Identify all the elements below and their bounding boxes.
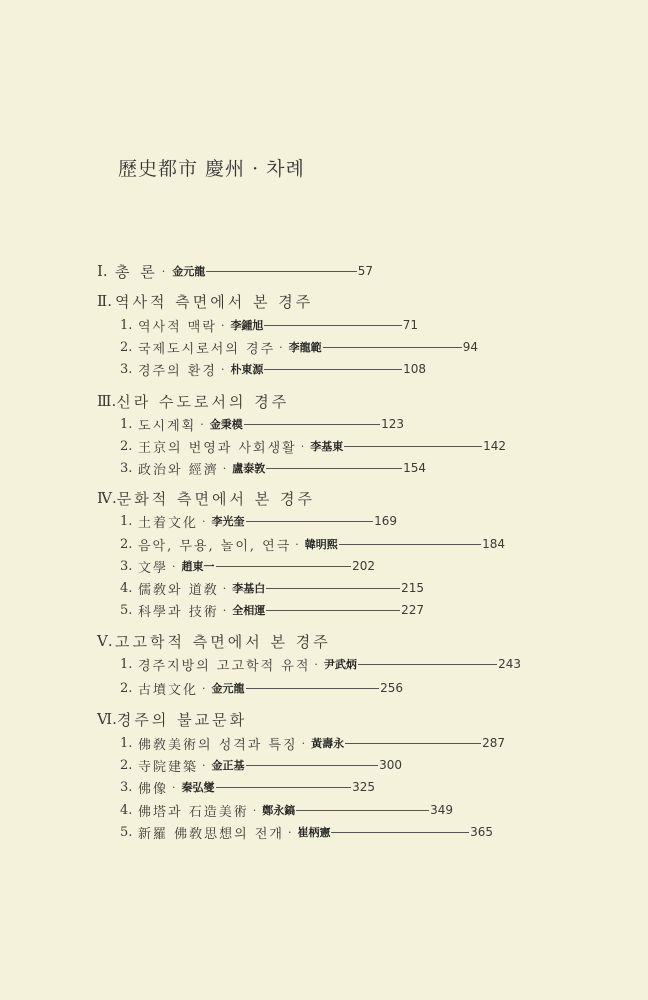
toc-item[interactable] bbox=[120, 801, 453, 819]
toc-item[interactable] bbox=[120, 512, 397, 530]
entry-number: Ⅵ. bbox=[97, 710, 117, 728]
entry-number: Ⅳ. bbox=[97, 489, 117, 507]
entry-author: 秦弘燮 bbox=[181, 781, 215, 794]
entry-title: 역사적 측면에서 본 경주 bbox=[115, 292, 314, 311]
toc-item[interactable] bbox=[120, 679, 403, 697]
leader-line bbox=[266, 588, 400, 589]
separator-dot: · bbox=[202, 514, 208, 528]
page-number: 243 bbox=[498, 657, 521, 671]
leader-line bbox=[264, 325, 401, 326]
entry-number: Ⅰ. bbox=[97, 262, 108, 280]
leader-line bbox=[216, 566, 352, 567]
separator-dot: · bbox=[172, 559, 178, 573]
entry-title: 경주지방의 고고학적 유적 bbox=[138, 658, 311, 674]
entry-number: 3. bbox=[120, 779, 133, 795]
entry-number: 1. bbox=[120, 513, 133, 529]
toc-item[interactable] bbox=[120, 338, 478, 356]
entry-author: 朴東源 bbox=[230, 363, 264, 376]
separator-dot: · bbox=[279, 340, 285, 354]
entry-title: 신라 수도로서의 경주 bbox=[116, 392, 290, 411]
leader-line bbox=[246, 688, 380, 689]
leader-line bbox=[266, 468, 402, 469]
entry-author: 金秉模 bbox=[209, 418, 243, 431]
leader-line bbox=[339, 544, 481, 545]
entry-title: 총 론 bbox=[115, 262, 158, 281]
leader-line bbox=[244, 424, 380, 425]
page-number: 57 bbox=[357, 264, 373, 278]
page-title: 歷史都市 慶州 · 차례 bbox=[118, 158, 305, 180]
toc-item[interactable] bbox=[120, 316, 418, 334]
leader-line bbox=[246, 521, 374, 522]
entry-number: 3. bbox=[120, 361, 133, 377]
toc-item[interactable] bbox=[120, 734, 505, 752]
leader-line bbox=[264, 369, 402, 370]
page-number: 215 bbox=[401, 581, 424, 595]
leader-line bbox=[216, 787, 352, 788]
toc-item[interactable] bbox=[120, 415, 404, 433]
entry-author: 崔柄憲 bbox=[297, 826, 331, 839]
separator-dot: · bbox=[202, 758, 208, 772]
entry-number: 2. bbox=[120, 536, 133, 552]
toc-item[interactable] bbox=[120, 756, 402, 774]
section-heading[interactable] bbox=[97, 631, 331, 651]
entry-author: 盧泰敦 bbox=[232, 462, 266, 475]
entry-number: Ⅱ. bbox=[97, 292, 112, 310]
toc-item[interactable] bbox=[120, 557, 375, 575]
separator-dot: · bbox=[300, 439, 307, 453]
section-heading[interactable] bbox=[97, 291, 313, 311]
entry-author: 趙東一 bbox=[181, 560, 215, 573]
entry-number: 1. bbox=[120, 317, 133, 333]
entry-author: 李龍範 bbox=[288, 341, 322, 354]
separator-dot: · bbox=[222, 603, 229, 617]
entry-title: 음악, 무용, 놀이, 연극 bbox=[138, 538, 292, 554]
entry-author: 李基東 bbox=[310, 440, 344, 453]
page-number: 325 bbox=[352, 780, 375, 794]
page-number: 227 bbox=[401, 603, 424, 617]
entry-number: 2. bbox=[120, 339, 133, 355]
leader-line bbox=[206, 271, 356, 272]
entry-number: 4. bbox=[120, 802, 133, 818]
toc-item[interactable] bbox=[120, 655, 521, 673]
separator-dot: · bbox=[287, 825, 294, 839]
separator-dot: · bbox=[314, 657, 320, 671]
page-number: 287 bbox=[482, 736, 505, 750]
page-number: 300 bbox=[379, 758, 402, 772]
entry-title: 佛敎美術의 성격과 특징 bbox=[138, 737, 298, 753]
entry-author: 金元龍 bbox=[172, 265, 206, 278]
entry-title: 佛像 bbox=[138, 781, 169, 797]
entry-title: 문화적 측면에서 본 경주 bbox=[116, 489, 315, 508]
entry-author: 李光奎 bbox=[211, 515, 245, 528]
entry-title: 王京의 번영과 사회생활 bbox=[138, 440, 297, 456]
entry-number: 3. bbox=[120, 460, 133, 476]
entry-number: 5. bbox=[120, 602, 133, 618]
entry-number: 2. bbox=[120, 757, 133, 773]
leader-line bbox=[358, 664, 497, 665]
entry-author: 韓明熙 bbox=[304, 538, 338, 551]
page-number: 365 bbox=[470, 825, 493, 839]
page-number: 71 bbox=[402, 318, 418, 332]
separator-dot: · bbox=[172, 780, 178, 794]
entry-author: 黃壽永 bbox=[311, 737, 345, 750]
entry-title: 경주의 불교문화 bbox=[116, 710, 248, 729]
entry-title: 국제도시로서의 경주 bbox=[138, 341, 276, 357]
entry-author: 李基白 bbox=[232, 582, 266, 595]
separator-dot: · bbox=[161, 264, 169, 278]
toc-item[interactable] bbox=[120, 459, 426, 477]
toc-item[interactable] bbox=[120, 437, 506, 455]
separator-dot: · bbox=[202, 681, 208, 695]
entry-title: 佛塔과 石造美術 bbox=[138, 804, 249, 820]
separator-dot: · bbox=[200, 417, 206, 431]
entry-title: 경주의 환경 bbox=[138, 363, 217, 379]
entry-title: 古墳文化 bbox=[138, 682, 199, 698]
entry-title: 科學과 技術 bbox=[138, 604, 219, 620]
entry-title: 土着文化 bbox=[138, 515, 199, 531]
separator-dot: · bbox=[222, 461, 229, 475]
entry-author: 全相運 bbox=[232, 604, 266, 617]
page-number: 123 bbox=[381, 417, 404, 431]
leader-line bbox=[344, 446, 482, 447]
toc-item[interactable] bbox=[120, 535, 505, 553]
leader-line bbox=[323, 347, 462, 348]
leader-line bbox=[345, 743, 481, 744]
entry-number: 3. bbox=[120, 558, 133, 574]
leader-line bbox=[246, 765, 379, 766]
page-number: 94 bbox=[462, 340, 478, 354]
entry-title: 도시계획 bbox=[138, 418, 197, 434]
toc-item[interactable] bbox=[120, 778, 375, 796]
page-number: 108 bbox=[403, 362, 426, 376]
page-number: 169 bbox=[374, 514, 397, 528]
separator-dot: · bbox=[220, 318, 227, 332]
entry-author: 鄭永鎬 bbox=[262, 804, 296, 817]
section-heading[interactable] bbox=[97, 261, 373, 281]
separator-dot: · bbox=[222, 581, 229, 595]
leader-line bbox=[266, 610, 400, 611]
page-number: 184 bbox=[482, 537, 505, 551]
entry-author: 尹武炳 bbox=[323, 658, 357, 671]
entry-number: 1. bbox=[120, 656, 133, 672]
entry-number: 2. bbox=[120, 438, 133, 454]
entry-title: 文學 bbox=[138, 560, 169, 576]
section-heading[interactable] bbox=[97, 488, 315, 508]
entry-number: Ⅲ. bbox=[97, 392, 117, 410]
entry-author: 金元龍 bbox=[211, 682, 245, 695]
entry-author: 金正基 bbox=[211, 759, 245, 772]
entry-title: 寺院建築 bbox=[138, 759, 199, 775]
entry-title: 역사적 맥락 bbox=[138, 319, 217, 335]
entry-number: 2. bbox=[120, 680, 133, 696]
entry-title: 新羅 佛敎思想의 전개 bbox=[138, 826, 284, 842]
entry-author: 李鍾旭 bbox=[230, 319, 264, 332]
page-number: 154 bbox=[403, 461, 426, 475]
toc-item[interactable] bbox=[120, 360, 426, 378]
section-heading[interactable] bbox=[97, 391, 289, 411]
entry-title: 고고학적 측면에서 본 경주 bbox=[115, 632, 331, 651]
entry-number: 1. bbox=[120, 416, 133, 432]
entry-title: 政治와 經濟 bbox=[138, 462, 219, 478]
entry-number: 4. bbox=[120, 580, 133, 596]
page-number: 349 bbox=[430, 803, 453, 817]
entry-number: Ⅴ. bbox=[97, 632, 113, 650]
separator-dot: · bbox=[252, 803, 259, 817]
toc-item[interactable] bbox=[120, 823, 493, 841]
page-number: 256 bbox=[380, 681, 403, 695]
toc-item[interactable] bbox=[120, 601, 424, 619]
entry-title: 儒敎와 道敎 bbox=[138, 582, 219, 598]
leader-line bbox=[331, 832, 469, 833]
separator-dot: · bbox=[301, 736, 308, 750]
toc-item[interactable] bbox=[120, 579, 424, 597]
page-number: 142 bbox=[483, 439, 506, 453]
separator-dot: · bbox=[220, 362, 227, 376]
entry-number: 1. bbox=[120, 735, 133, 751]
leader-line bbox=[296, 810, 429, 811]
page-number: 202 bbox=[352, 559, 375, 573]
entry-number: 5. bbox=[120, 824, 133, 840]
section-heading[interactable] bbox=[97, 709, 247, 729]
separator-dot: · bbox=[295, 537, 301, 551]
